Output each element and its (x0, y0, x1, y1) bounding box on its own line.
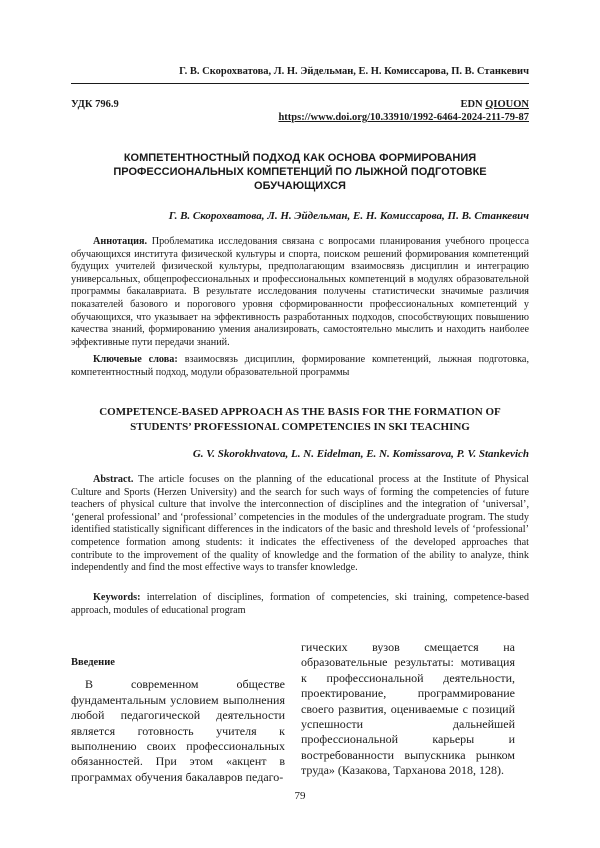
running-header-authors: Г. В. Скорохватова, Л. Н. Эйдельман, Е. Н. Комиссарова, П. В. Станкевич (179, 66, 529, 77)
authors-ru: Г. В. Скорохватова, Л. Н. Эйдельман, Е. Н. Комиссарова, П. В. Станкевич (168, 210, 529, 222)
keywords-ru (71, 354, 529, 379)
edn-label: EDN (460, 99, 483, 110)
authors-en: G. V. Skorokhvatova, L. N. Eidelman, E. N. Komissarova, P. V. Stankevich (192, 448, 529, 460)
body-column-right (301, 640, 515, 779)
header-divider (71, 83, 529, 84)
keywords-en (71, 592, 529, 617)
keywords-text-ru: взаимосвязь дисциплин, формирование компетенций, лыжная подготовка, компетентностный подход, модули образовательной программы (71, 354, 529, 378)
edn-code-link[interactable]: QIOUON (485, 99, 529, 110)
page-number: 79 (294, 790, 306, 802)
intro-paragraph-continued: гических вузов смещается на образовательные результаты: мотивация к профессиональной деятельности, проектирование, программирование своего развития, оцениваемые с позиций успешности дальнейшей профессиональной карьеры и востребованности выпускника рынком труда» (Казакова, Тарханова 2018, 128). (301, 640, 515, 778)
intro-paragraph: В современном обществе фундаментальным условием выполнения любой педагогической деятельности является готовность учителя к выполнению своих профессиональных обязанностей. При этом «акцент в программах обучения бакалавров педаго- (71, 677, 285, 784)
article-title-en: COMPETENCE-BASED APPROACH AS THE BASIS FOR THE FORMATION OF STUDENTS’ PROFESSIONAL COMPETENCIES IN SKI TEACHING (99, 406, 501, 433)
abstract-label-ru: Аннотация. (93, 236, 148, 247)
edn-line (460, 99, 529, 110)
article-title-ru: КОМПЕТЕНТНОСТНЫЙ ПОДХОД КАК ОСНОВА ФОРМИРОВАНИЯ ПРОФЕССИОНАЛЬНЫХ КОМПЕТЕНЦИЙ ПО ЛЫЖНОЙ ПОДГОТОВКЕ ОБУЧАЮЩИХСЯ (113, 152, 487, 193)
udk-code: УДК 796.9 (71, 99, 119, 110)
keywords-label-en: Keywords: (93, 592, 141, 603)
abstract-text-ru: Проблематика исследования связана с вопросами планирования учебного процесса обучающихся института физической культуры и спорта, поиском решений формирования компетенций будущих учителей физической культуры, предполагающим взаимосвязь дисциплин и интеграцию универсальных, общепрофессиональных и профессиональных компетенций в модулях образовательной программы бакалавриата. В результате исследования получены статистически значимые различия показателей базового и порогового уровня сформированности профессиональных компетенций у обучающихся, что указывает на эффективность разработанных подходов, способствующих повышению качества знаний, формированию умения анализировать, самостоятельно мыслить и находить наиболее эффективные пути передачи знаний. (71, 236, 529, 348)
abstract-en (71, 474, 529, 575)
abstract-ru (71, 236, 529, 349)
doi-link[interactable]: https://www.doi.org/10.33910/1992-6464-2024-211-79-87 (278, 112, 529, 123)
keywords-label-ru: Ключевые слова: (93, 354, 178, 365)
keywords-text-en: interrelation of disciplines, formation of competencies, ski training, competence-based approach, modules of educational program (71, 592, 529, 616)
body-column-left (71, 640, 285, 785)
section-heading-introduction: Введение (71, 657, 115, 668)
abstract-text-en: The article focuses on the planning of the educational process at the Institute of Physical Culture and Sports (Herzen University) and the search for such ways of forming the competencies of future teachers of physical culture that involve the interconnection of disciplines and the integration of ‘universal’, ‘general professional’ and ‘professional’ competencies in the modules of the undergraduate program. The study identified statistically significant differences in the indicators of the basic and threshold levels of ‘professional’ competence formation among students: it indicates the effectiveness of the developed approaches that contribute to the improvement of the quality of knowledge and the formation of the ability to analyze, think independently and find the most effective ways to transfer knowledge. (71, 474, 529, 574)
abstract-label-en: Abstract. (93, 474, 134, 485)
